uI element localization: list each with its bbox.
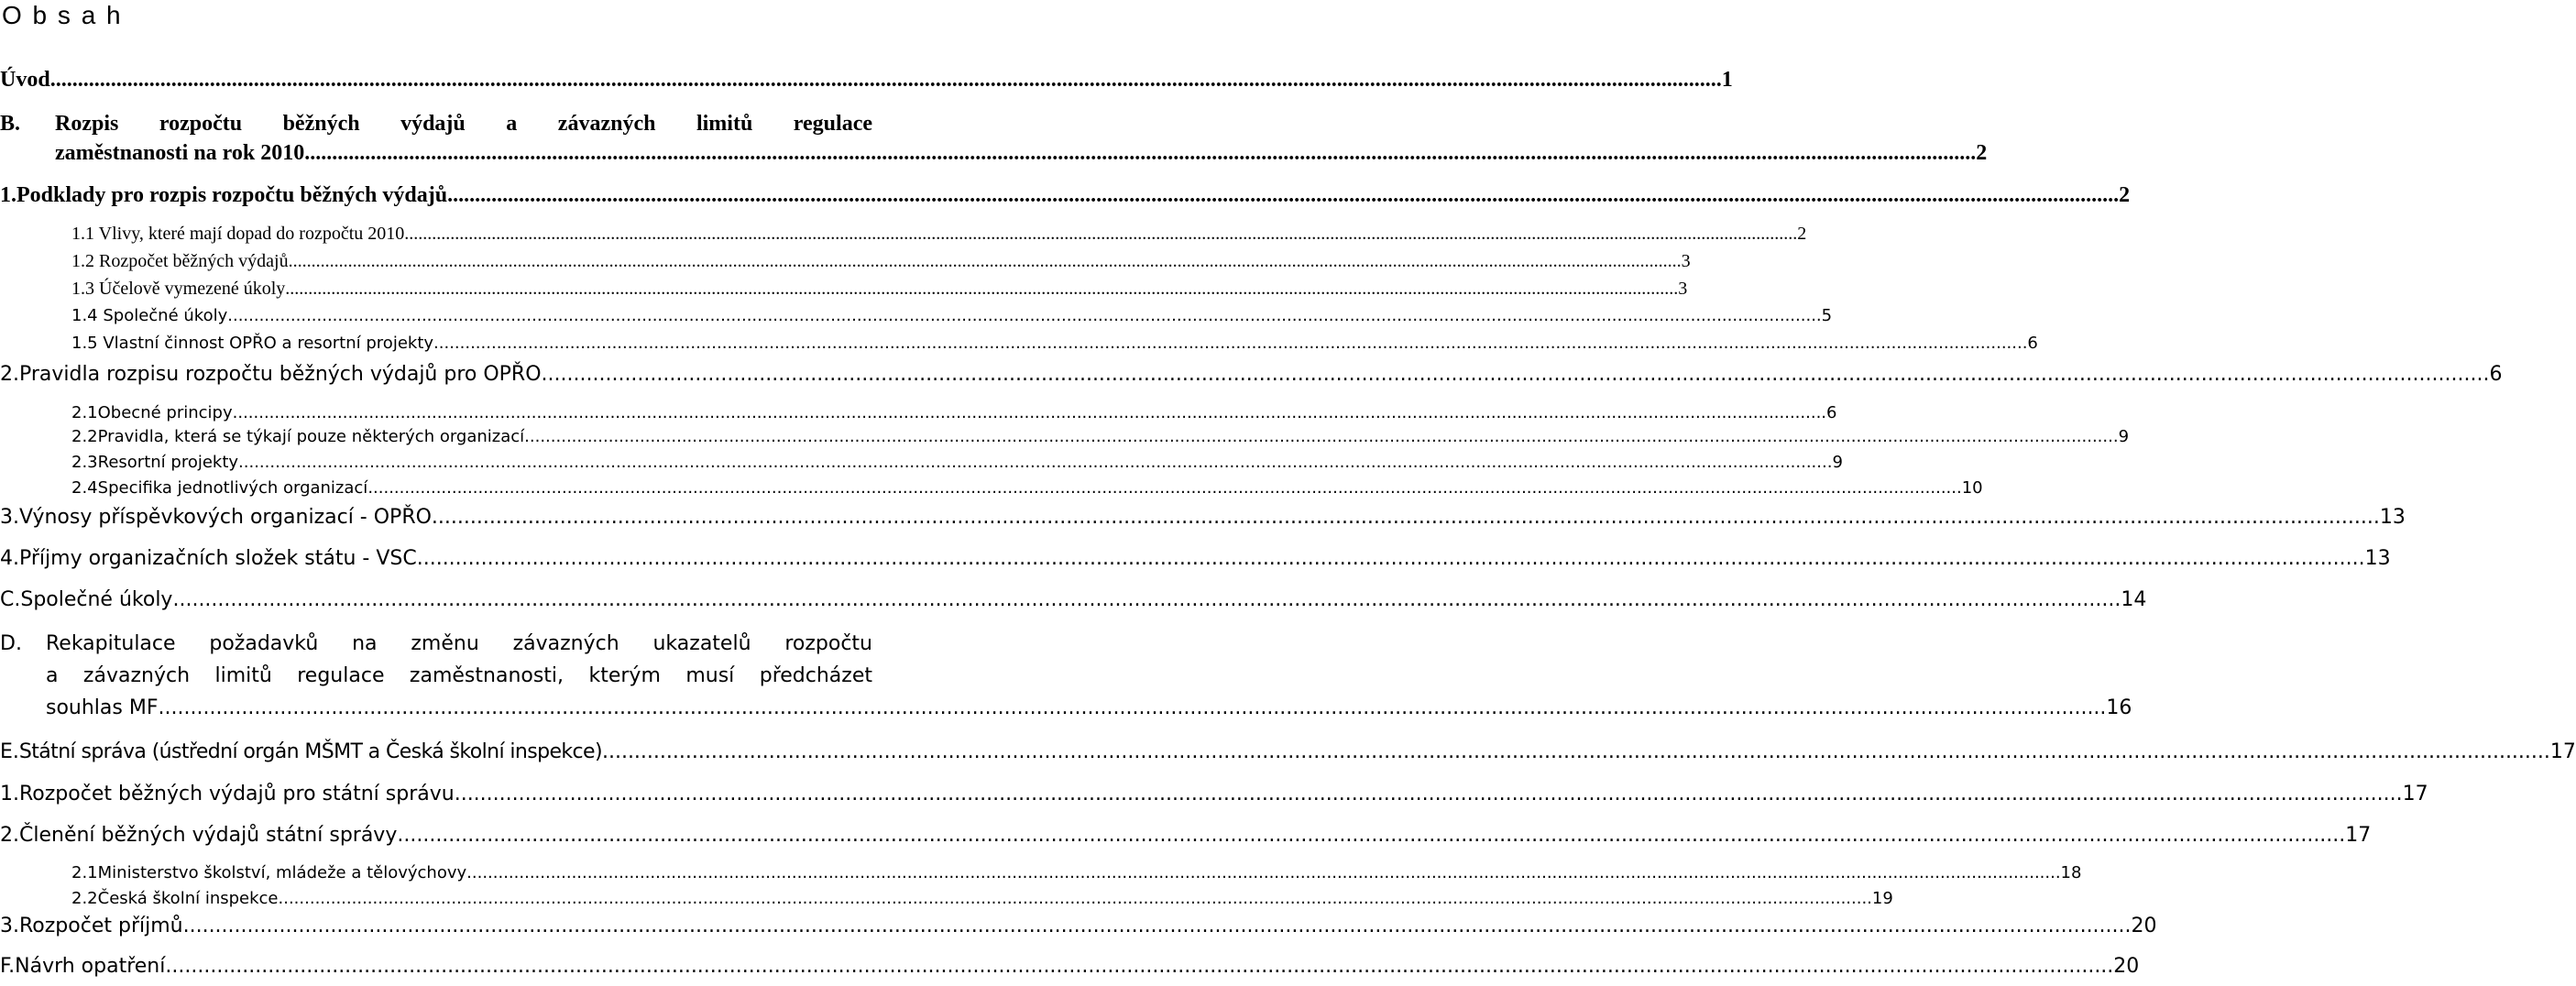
toc-entry-title: Návrh opatření [15,955,166,978]
toc-page-number: 2 [1797,224,1807,244]
toc-entry-title-line1: Rozpis rozpočtu běžných výdajů a závazných limitů regulace [55,112,872,136]
toc-leader [172,588,2121,611]
toc-entry-number: 2. [0,824,19,847]
toc-leader [238,453,1832,472]
toc-entry-number: 2.3 [71,453,98,472]
toc-entry-d[interactable] [0,632,872,655]
toc-entry-number: 2.1 [71,863,98,882]
toc-leader [602,740,2550,763]
toc-entry-3[interactable] [0,506,2406,529]
toc-entry-title: Ministerstvo školství, mládeže a tělovýchovy [97,863,467,882]
toc-entry-1-2[interactable] [71,251,1691,272]
toc-entry-number: C. [0,588,21,611]
toc-leader [466,863,2060,882]
toc-page-number: 2 [2119,183,2131,207]
toc-leader [432,506,2380,529]
toc-page-number: 6 [2027,334,2038,353]
toc-entry-number: 3. [0,915,19,937]
toc-entry-title-line2: zaměstnanosti na rok 2010 [55,141,305,165]
toc-leader [183,915,2132,937]
toc-page-number: 13 [2379,506,2406,529]
toc-entry-e-2-2[interactable] [71,889,1893,908]
toc-entry-b-continued[interactable] [55,141,1988,166]
toc-leader [397,824,2345,847]
toc-entry-title-line2: a závazných limitů regulace zaměstnanosti, kterým musí předcházet [46,664,872,687]
toc-page-number: 2 [1976,141,1988,165]
page-title: O b s a h [2,1,123,29]
toc-entry-b[interactable] [0,112,872,137]
toc-entry-title: Rozpočet příjmů [19,915,183,937]
toc-entry-title: Pravidla rozpisu rozpočtu běžných výdajů pro OPŘO [19,363,542,386]
toc-page-number: 14 [2121,588,2147,611]
toc-leader [159,696,2107,719]
toc-entry-title: 1.2 Rozpočet běžných výdajů [71,251,289,271]
toc-entry-number: 2.2 [71,427,98,446]
toc-page-number: 16 [2106,696,2132,719]
toc-entry-title-line3: souhlas MF [46,696,159,719]
toc-entry-number: E. [0,740,19,763]
toc-leader [524,427,2118,446]
toc-page-number: 9 [1832,453,1843,472]
toc-entry-title: 1.1 Vlivy, které mají dopad do rozpočtu 2010 [71,224,405,244]
toc-entry-2[interactable] [0,363,2503,386]
toc-page-number: 6 [1826,403,1837,422]
toc-entry-1-4[interactable] [71,306,1833,325]
toc-entry-2-3[interactable] [71,453,1843,472]
toc-entry-number: 1. [0,183,16,207]
toc-page-number: 5 [1821,306,1833,325]
toc-leader [542,363,2490,386]
toc-leader [367,478,1961,498]
toc-leader [227,306,1821,325]
toc-entry-number: 4. [0,547,19,570]
toc-entry-f[interactable] [0,955,2140,978]
toc-page-number: 17 [2345,824,2372,847]
toc-entry-number: 2. [0,363,19,386]
toc-entry-1-5[interactable] [71,334,2038,353]
toc-entry-2-1[interactable] [71,403,1837,422]
toc-entry-number: 2.1 [71,403,98,422]
toc-entry-number: 1. [0,783,19,805]
toc-entry-title: Podklady pro rozpis rozpočtu běžných výdajů [16,183,448,207]
toc-entry-number: D. [0,632,22,655]
toc-page-number: 20 [2113,955,2140,978]
toc-page-number: 18 [2060,863,2082,882]
toc-entry-2-2[interactable] [71,427,2130,446]
toc-entry-number: B. [0,112,21,136]
toc-entry-title: Obecné principy [97,403,233,422]
toc-entry-title: Příjmy organizačních složek státu - VSC [19,547,417,570]
toc-page-number: 20 [2131,915,2157,937]
toc-leader [279,889,1872,908]
toc-leader [304,141,1976,166]
toc-entry-title: 1.5 Vlastní činnost OPŘO a resortní projekty [71,334,434,353]
toc-entry-d-continued[interactable] [46,696,2132,719]
toc-page-number: 3 [1681,251,1691,271]
toc-entry-title: Výnosy příspěvkových organizací - OPŘO [19,506,432,529]
toc-entry-e-3[interactable] [0,915,2157,937]
toc-entry-uvod[interactable] [0,68,1733,93]
toc-entry-2-4[interactable] [71,478,1983,498]
toc-leader [233,403,1826,422]
toc-entry-4[interactable] [0,547,2391,570]
toc-entry-number: 2.2 [71,889,98,908]
toc-leader [289,251,1682,272]
toc-leader [285,279,1678,300]
toc-entry-title: Státní správa (ústřední orgán MŠMT a Česká školní inspekce) [18,740,602,763]
toc-page-number: 3 [1678,279,1688,299]
toc-leader [417,547,2365,570]
toc-entry-1-3[interactable] [71,279,1688,300]
toc-leader [404,224,1797,245]
toc-entry-title: Členění běžných výdajů státní správy [19,824,398,847]
toc-entry-e-2[interactable] [0,824,2372,847]
toc-entry-c[interactable] [0,588,2147,611]
toc-page-number: 10 [1961,478,1983,498]
toc-entry-title: Resortní projekty [97,453,239,472]
toc-leader [50,68,1722,93]
toc-entry-title: Česká školní inspekce [97,889,279,908]
toc-entry-title: Rozpočet běžných výdajů pro státní správu [19,783,455,805]
toc-page-number: 17 [2549,740,2576,763]
toc-entry-number: 2.4 [71,478,98,498]
toc-entry-e[interactable] [0,740,2576,763]
toc-entry-title: Pravidla, která se týkají pouze některých organizací [97,427,525,446]
toc-entry-1[interactable] [0,183,2131,208]
toc-leader [165,955,2113,978]
toc-entry-title: Specifika jednotlivých organizací [97,478,368,498]
toc-entry-title: 1.4 Společné úkoly [71,306,228,325]
toc-leader [455,783,2403,805]
toc-entry-e-1[interactable] [0,783,2428,805]
toc-page-number: 9 [2118,427,2130,446]
toc-entry-e-2-1[interactable] [71,863,2082,882]
toc-page-number: 1 [1721,68,1733,92]
toc-page-number: 17 [2402,783,2428,805]
toc-page-number: 13 [2364,547,2391,570]
toc-page-number: 6 [2489,363,2503,386]
toc-entry-title: Společné úkoly [20,588,173,611]
toc-entry-number: F. [0,955,16,978]
toc-leader [447,183,2119,208]
toc-leader [433,334,2027,353]
toc-entry-title-line1: Rekapitulace požadavků na změnu závazných ukazatelů rozpočtu [46,632,872,655]
toc-entry-title: Úvod [0,68,50,92]
toc-entry-title: 1.3 Účelově vymezené úkoly [71,279,286,299]
toc-entry-1-1[interactable] [71,224,1807,245]
toc-page-number: 19 [1871,889,1893,908]
toc-entry-number: 3. [0,506,19,529]
